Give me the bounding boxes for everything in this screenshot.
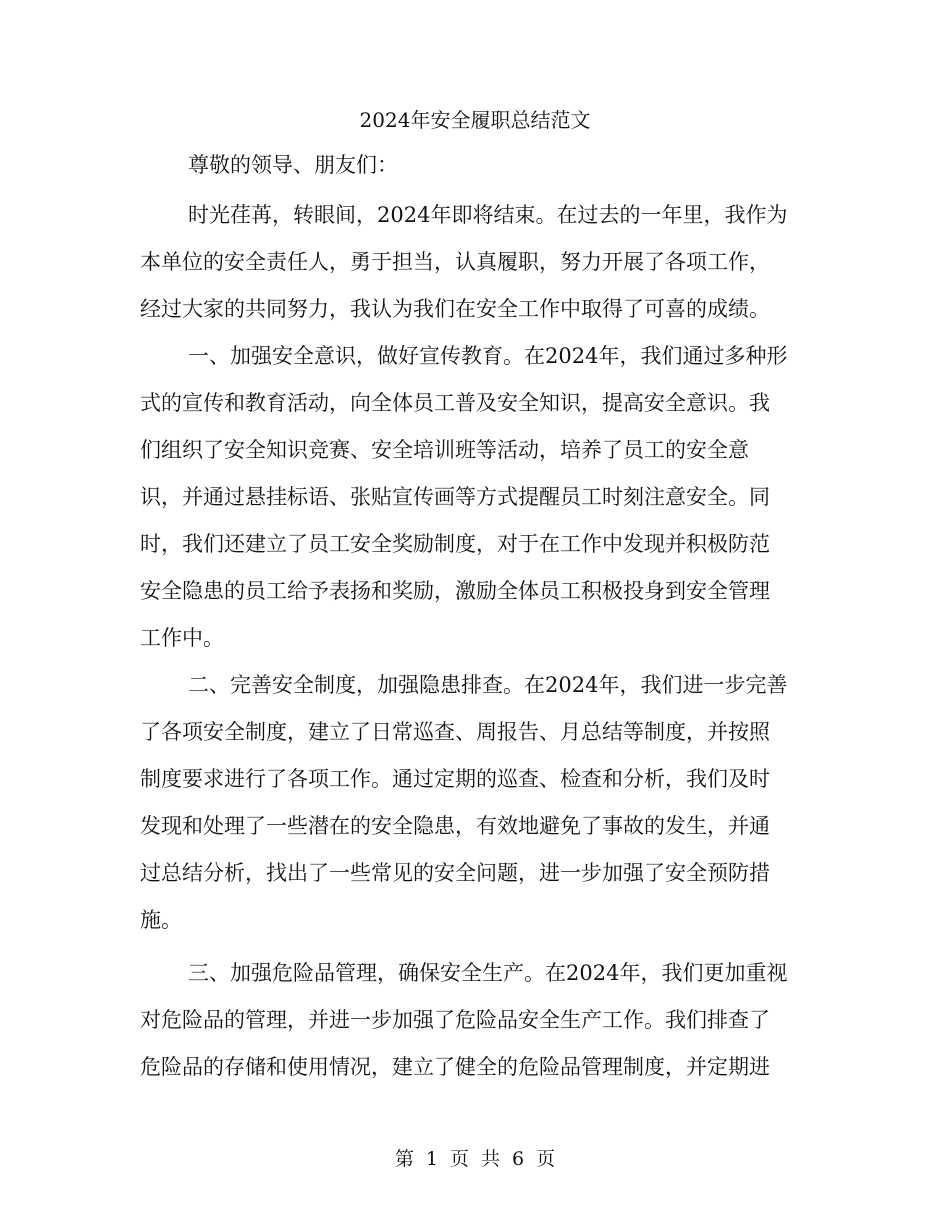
text-line: 三、加强危险品管理，确保安全生产。在2024年，我们更加重视 bbox=[188, 961, 788, 985]
text-line: 工作中。 bbox=[140, 626, 224, 650]
text-line: 制度要求进行了各项工作。通过定期的巡查、检查和分析，我们及时 bbox=[140, 767, 770, 791]
text-line: 经过大家的共同努力，我认为我们在安全工作中取得了可喜的成绩。 bbox=[140, 297, 770, 321]
text-line: 识，并通过悬挂标语、张贴宣传画等方式提醒员工时刻注意安全。同 bbox=[140, 485, 770, 509]
text-line: 一、加强安全意识，做好宣传教育。在2024年，我们通过多种形 bbox=[188, 344, 788, 368]
text-line: 二、完善安全制度，加强隐患排查。在2024年，我们进一步完善 bbox=[188, 673, 788, 697]
text-line: 式的宣传和教育活动，向全体员工普及安全知识，提高安全意识。我 bbox=[140, 391, 770, 415]
text-line: 施。 bbox=[140, 908, 182, 932]
text-line: 对危险品的管理，并进一步加强了危险品安全生产工作。我们排查了 bbox=[140, 1008, 770, 1032]
page-footer: 第 1 页 共 6 页 bbox=[394, 1148, 556, 1170]
text-line: 了各项安全制度，建立了日常巡查、周报告、月总结等制度，并按照 bbox=[140, 720, 770, 744]
text-line: 过总结分析，找出了一些常见的安全问题，进一步加强了安全预防措 bbox=[140, 861, 770, 885]
text-line: 危险品的存储和使用情况，建立了健全的危险品管理制度，并定期进 bbox=[140, 1055, 770, 1079]
text-line: 时，我们还建立了员工安全奖励制度，对于在工作中发现并积极防范 bbox=[140, 532, 770, 556]
text-line: 本单位的安全责任人，勇于担当，认真履职，努力开展了各项工作， bbox=[140, 250, 770, 274]
text-line-greeting: 尊敬的领导、朋友们： bbox=[188, 153, 398, 177]
text-line: 发现和处理了一些潜在的安全隐患，有效地避免了事故的发生，并通 bbox=[140, 814, 770, 838]
text-line: 安全隐患的员工给予表扬和奖励，激励全体员工积极投身到安全管理 bbox=[140, 579, 770, 603]
text-line: 们组织了安全知识竞赛、安全培训班等活动，培养了员工的安全意 bbox=[140, 438, 749, 462]
document-title: 2024年安全履职总结范文 bbox=[359, 108, 591, 132]
text-line: 时光荏苒，转眼间，2024年即将结束。在过去的一年里，我作为 bbox=[188, 203, 788, 227]
